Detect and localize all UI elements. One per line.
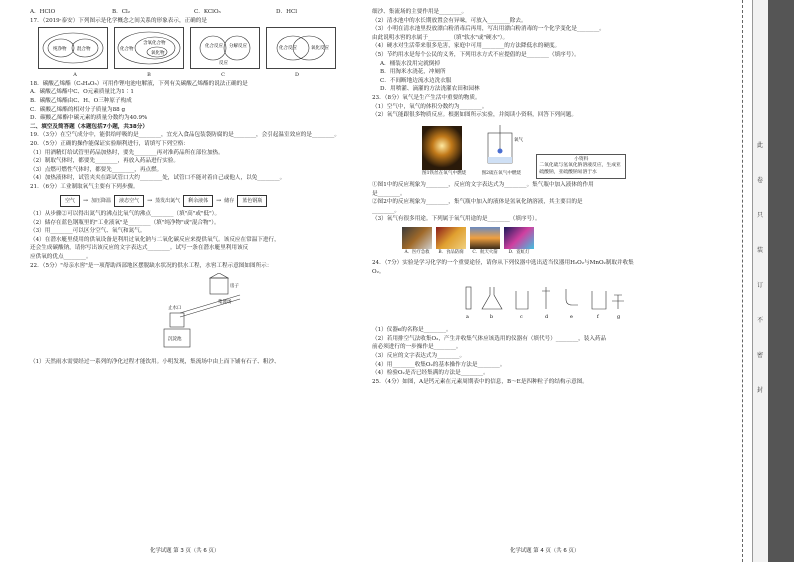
q20-item: （4）加热液体时，试管夹夹在距试管口大约________处，试管口不能对着自己或他人，以免________。 xyxy=(30,175,286,182)
lab-apparatus xyxy=(462,281,707,325)
page-footer-left: 化学试题 第 3 页（共 6 页） xyxy=(150,548,220,554)
label: 集流场 xyxy=(218,300,232,306)
question-22: 22．（5分）"母亲水窖"是一项帮助西部地区摆脱缺水状况的供水工程，水窖工程示意图如图所示： xyxy=(30,262,273,269)
label: 沉淀池 xyxy=(168,337,182,343)
label: 纯净物 xyxy=(53,47,67,53)
question-21: 21．（6分）工业制取氧气主要有下列步骤。 xyxy=(30,183,139,190)
q23-item: ________。 xyxy=(372,207,400,214)
label: 含氧化合物 xyxy=(143,41,166,47)
label: 化合反应 xyxy=(279,46,297,52)
q17-letters xyxy=(38,71,360,80)
q24-item: （3）反应的文字表达式为________。 xyxy=(372,353,466,360)
diagram-d xyxy=(266,27,336,69)
binding-char: 装 xyxy=(756,247,763,254)
q23-photo-row xyxy=(402,227,707,258)
binding-char: 不 xyxy=(756,317,763,324)
q21-item: 还会生成碳酸钠，请你写出该反应的文字表达式________。试写一条在潜水艇里利用该反 xyxy=(30,245,249,252)
diagram-c xyxy=(190,27,260,69)
label: 止水口 xyxy=(168,306,182,312)
option: D．用喷灌、滴灌的方法浇灌农田和园林 xyxy=(380,86,480,93)
water-cellar-svg xyxy=(160,273,270,351)
fig2 xyxy=(476,123,526,179)
flow-box: 空气 xyxy=(60,195,80,208)
caption: C．航天火箭 xyxy=(472,249,498,255)
q23-item: （2）氧气能跟很多物质反应。根据如图所示实验，并阅读小资料，回答下列问题。 xyxy=(372,112,577,119)
text-line: （5）节约用水是每个公民的义务，下列用水方式不应提倡的是________（填序号）。 xyxy=(372,51,580,58)
binding-char: 只 xyxy=(756,212,763,219)
letter: C xyxy=(221,72,225,79)
caption: A．医疗急救 xyxy=(404,249,430,255)
photo xyxy=(504,227,534,249)
q20-item: （2）制取气体时，都要先________，再放入药品进行实验。 xyxy=(30,158,179,165)
right-column xyxy=(372,8,707,386)
option: B．用淘米水浇花，冲厕所 xyxy=(380,69,446,76)
label: 化合物 xyxy=(120,47,134,53)
flow-step: 蒸发出氮气 xyxy=(155,197,181,204)
q23-item: 是________。 xyxy=(372,190,406,197)
label: c xyxy=(520,314,523,320)
label: g xyxy=(617,314,621,320)
label: e xyxy=(570,314,573,320)
question-20: 20．（5分）正确的操作能保证实验顺利进行，请填写下列空格： xyxy=(30,140,189,147)
photo xyxy=(436,227,466,249)
question-17: 17．（2019·泰安）下列图示是化学概念之间关系的形象表示，正确的是 xyxy=(30,17,207,24)
q21-item: （4）在潜水艇里使用的供氧设备是利用过氧化钠与二氧化碳反应来提供氧气。该反应在常温下进行， xyxy=(30,236,280,243)
photo-item xyxy=(470,227,500,258)
option: B．碳酸乙烯酯由C、H、O三种原子构成 xyxy=(30,97,132,104)
photo xyxy=(402,227,432,249)
note-title: 小资料 xyxy=(574,156,589,162)
question-24: 24．（7分）实验是学习化学的一个重要途径，请你从下列仪器中选出适当仪器用H₂O₂与MnO₂制取并收集 xyxy=(372,260,634,267)
caption: 图1铁丝在氧气中燃烧 xyxy=(422,171,467,177)
binding-char: 卷 xyxy=(756,177,763,184)
q23-item: ①图1中的反应现象为________，反应的文字表达式为________。集气瓶中加入液体的作用 xyxy=(372,181,594,188)
question-24-cont: O₂。 xyxy=(372,269,385,276)
arrow-icon: → xyxy=(147,196,153,204)
q21-flowchart xyxy=(60,195,360,208)
q16-options xyxy=(30,8,360,17)
photo-item xyxy=(402,227,432,258)
q23-figures xyxy=(422,123,707,179)
q24-item: （4）用________收集O₂的基本操作方法是________。 xyxy=(372,361,506,368)
label: 氧化物 xyxy=(151,51,165,57)
label: 化合反应 xyxy=(205,44,223,50)
q21-item: （1）从步骤②可以得出氮气的沸点比氧气的沸点________（填"高"或"低"）。 xyxy=(30,211,221,218)
q24-item: （4）检验O₂是否已经集满的方法是________。 xyxy=(372,370,489,377)
binding-char: 密 xyxy=(756,352,763,359)
label: 房子 xyxy=(230,284,239,290)
caption: D．霓虹灯 xyxy=(508,249,530,255)
flow-step: 加压降温 xyxy=(91,197,112,204)
binding-char: 封 xyxy=(756,387,763,394)
note-text: 二氧化硫与氢氧化钠溶液反应，生成亚硫酸钠，亚硫酸钠易溶于水 xyxy=(539,163,621,175)
flow-box: 液态空气 xyxy=(114,195,144,208)
option: D．碳酸乙烯酯中碳元素的质量分数约为40.9% xyxy=(30,115,148,122)
flow-box: 蓝色钢瓶 xyxy=(237,195,267,208)
q23-item: ②图2中的反应现象为________，集气瓶中加入的液体是氢氧化钠溶液，其主要目的是 xyxy=(372,199,583,206)
diagram-a xyxy=(38,27,108,69)
arrow-icon: → xyxy=(216,196,222,204)
binding-dashed-line xyxy=(742,0,743,562)
apparatus-svg xyxy=(462,281,632,321)
option: A．桶装水没用完就倒掉 xyxy=(380,60,440,67)
letter: D xyxy=(294,72,299,79)
label: 混合物 xyxy=(77,47,91,53)
letter: B xyxy=(147,72,151,79)
text-line: 细沙、集流场的主要作用是________。 xyxy=(372,9,468,15)
label: a xyxy=(466,314,469,320)
note-box xyxy=(536,154,626,179)
q23-item: （3）氧气有很多用途。下列属于氧气用途的是________（填序号）。 xyxy=(372,216,541,223)
arrow-icon: → xyxy=(83,196,89,204)
page-footer-right: 化学试题 第 4 页（共 6 页） xyxy=(510,548,580,554)
binding-dark-strip xyxy=(768,0,794,562)
q24-item: （1）仪器e的名称是________。 xyxy=(372,327,452,334)
q22-water-cellar-diagram xyxy=(160,273,360,355)
diagram-b xyxy=(114,27,184,69)
section-title: 二、填空及简答题（本题包括7小题，共38分） xyxy=(30,123,148,130)
caption: 图2硫在氧气中燃烧 xyxy=(481,171,522,177)
caption: B．食品防腐 xyxy=(438,249,464,255)
iron-burning-photo xyxy=(422,126,462,170)
label: 氧气 xyxy=(514,137,524,143)
label: f xyxy=(597,314,599,320)
photo-item xyxy=(436,227,466,258)
option: A．碳酸乙烯酯中C、O元素质量比为1∶1 xyxy=(30,89,134,96)
question-18: 18．碳酸乙烯酯（C₃H₄O₃）可用作锂电池电解液，下列有关碳酸乙烯酯的说法正确的是 xyxy=(30,80,248,87)
option: B．Cl₂ xyxy=(112,9,131,15)
q21-item: （2）储存在蓝色钢瓶里的"工业液氧"是________（填"纯净物"或"混合物"）。 xyxy=(30,219,220,226)
question-25: 25．（4分）如图，A是钙元素在元素周期表中的信息，B～E是四种粒子的结构示意图。 xyxy=(372,378,588,385)
question-23: 23．（8分）氧气是生产生活中重要的物质。 xyxy=(372,94,481,101)
letter: A xyxy=(73,72,77,79)
sulfur-burning-svg xyxy=(476,123,526,167)
q22-item: （1）天然雨水需要经过一系列的净化过程才能饮用。小明发现，集流场中由上而下铺有石子、粗沙、 xyxy=(30,358,280,365)
option: A．HClO xyxy=(30,9,56,15)
text-line: （2）清水池中的水长期放置会有异味，可放入________除去。 xyxy=(372,17,527,24)
q17-diagrams xyxy=(38,27,360,69)
label: b xyxy=(490,314,494,320)
flow-step: 储存 xyxy=(224,197,235,204)
label: 反应 xyxy=(219,61,228,67)
text-line: （4）硬水对生活带来很多危害，家庭中可用________的方法降低水的硬度。 xyxy=(372,43,561,50)
q21-item: （3）用________可以区分空气、氧气和氮气。 xyxy=(30,228,146,235)
q21-item: 应供氧的优点________。 xyxy=(30,254,92,261)
question-19: 19．（3分）在空气成分中，能供给呼吸的是________，宜充入食品包装袋防腐的是________，会引起温室效应的是________。 xyxy=(30,132,340,139)
option: C．KClO₃ xyxy=(194,9,221,15)
q23-item: （1）空气中，氧气的体积分数约为________。 xyxy=(372,103,488,110)
label: 分解反应 xyxy=(229,44,247,50)
label: 氧化反应 xyxy=(311,46,329,52)
q20-item: （3）点燃可燃性气体时，都要先________，再点燃。 xyxy=(30,166,163,173)
binding-char: 此 xyxy=(756,142,763,149)
left-column xyxy=(30,8,360,366)
binding-char: 订 xyxy=(756,282,763,289)
text-line: （3）小明在清水池里投放漂白粉消毒后再用，写出用漂白粉消毒的一个化学变化是________。 xyxy=(372,26,605,33)
q24-item: （2）若用排空气法收集O₂，产生并收集气体应该选用的仪器有（填代号）________，装入药品 xyxy=(372,335,607,342)
q20-item: （1）用酒精灯给试管里药品加热时，要先________再对准药品所在部位加热。 xyxy=(30,149,224,156)
option: C．碳酸乙烯酯的相对分子质量为88 g xyxy=(30,106,126,113)
photo-item xyxy=(504,227,534,258)
label: d xyxy=(545,314,549,320)
fig1 xyxy=(422,126,466,179)
q24-item: 前必须进行的一步操作是________。 xyxy=(372,344,462,351)
flow-box: 剩余液体 xyxy=(183,195,213,208)
option: D．HCl xyxy=(276,9,298,15)
option: C．不间断地边流水边洗衣服 xyxy=(380,77,452,84)
photo xyxy=(470,227,500,249)
text-line: 由此说明水窖的水属于________（填"软水"或"硬水"）。 xyxy=(372,34,509,41)
